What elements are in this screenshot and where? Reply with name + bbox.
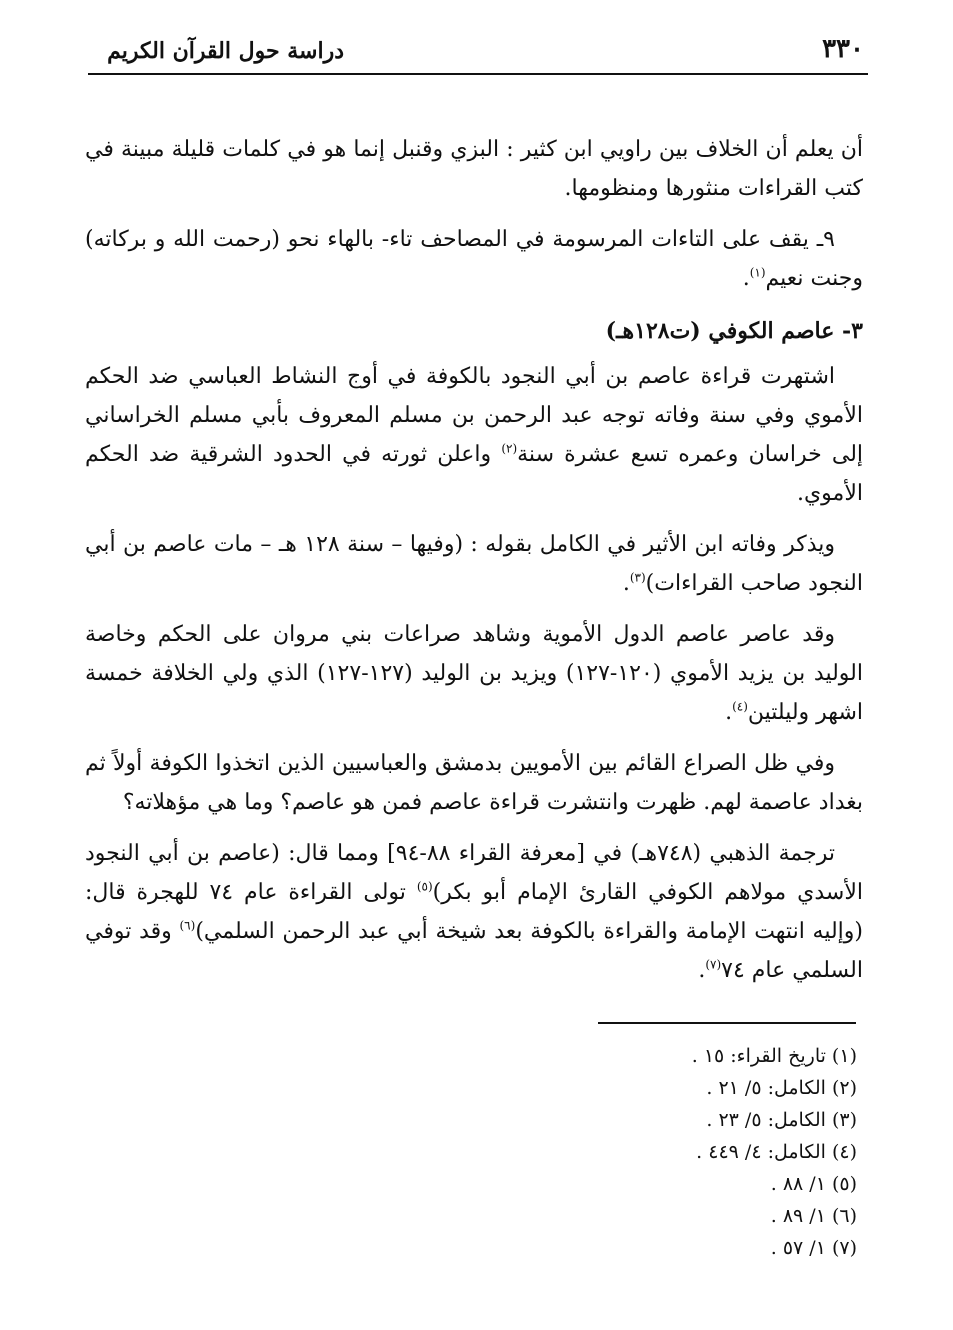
- paragraph-4: [85, 525, 863, 603]
- paragraph-7-part-c: وقد توفي السلمي عام ٧٤: [85, 919, 863, 983]
- page-number: ٣٣٠: [822, 34, 864, 64]
- footnote-3: (٣) الكامل: ٥/ ٢٣ .: [706, 1109, 857, 1131]
- paragraph-3-end: واعلن ثورته في الحدود الشرقية ضد الحكم الأموي.: [85, 442, 863, 506]
- paragraph-7-part-b: تولى القراءة عام ٧٤ للهجرة قال: (وإليه انتهت الإمامة والقراءة بالكوفة بعد شيخة أبي عبد الرحمن السلمي): [85, 880, 863, 944]
- paragraph-7: [85, 834, 863, 990]
- paragraph-2-text: ٩ـ يقف على التاءات المرسومة في المصاحف تاء- بالهاء نحو (رحمت الله و بركاته) وجنت نعيم: [85, 227, 863, 291]
- footnote-2: (٢) الكامل: ٥/ ٢١ .: [706, 1077, 857, 1099]
- footnote-6: (٦) ١/ ٨٩ .: [770, 1205, 857, 1227]
- paragraph-3: [85, 357, 863, 513]
- section-heading: ٣- عاصم الكوفي (ت١٢٨هـ): [605, 318, 863, 344]
- footnote-ref-3: (٣): [629, 570, 646, 585]
- footnote-ref-6: (٦): [179, 918, 196, 933]
- footnote-ref-5: (٥): [416, 879, 433, 894]
- header-rule: [88, 73, 868, 75]
- footnote-ref-2: (٢): [501, 441, 518, 456]
- book-title: دراسة حول القرآن الكريم: [107, 38, 344, 64]
- paragraph-2-end: .: [742, 266, 750, 291]
- footnote-ref-7: (٧): [705, 957, 722, 972]
- running-head: [88, 30, 864, 74]
- footnote-1: (١) تاريخ القراء: ١٥ .: [691, 1045, 857, 1067]
- main-text: [85, 130, 863, 1002]
- paragraph-5-end: .: [725, 700, 733, 725]
- footnote-ref-1: (١): [749, 265, 766, 280]
- paragraph-6: وفي ظل الصراع القائم بين الأمويين بدمشق والعباسيين الذين اتخذوا الكوفة أولاً ثم بغداد عاصمة لهم. ظهرت وانتشرت قراءة عاصم فمن هو عاصم؟ وما هي مؤهلاته؟: [85, 751, 863, 815]
- paragraph-4-text: ويذكر وفاته ابن الأثير في الكامل بقوله : (وفيها – سنة ١٢٨ هـ – مات عاصم بن أبي النجود صاحب القراءات): [85, 532, 863, 596]
- paragraph-2: [85, 220, 863, 298]
- paragraph-1: أن يعلم أن الخلاف بين راويي ابن كثير : البزي وقنبل إنما هو في كلمات قليلة مبينة في كتب القراءات منثورها ومنظومها.: [85, 137, 863, 201]
- footnote-7: (٧) ١/ ٥٧ .: [770, 1237, 857, 1259]
- paragraph-4-end: .: [622, 571, 630, 596]
- footnote-ref-4: (٤): [732, 699, 748, 714]
- paragraph-7-end: .: [698, 958, 706, 983]
- paragraph-5: [85, 615, 863, 732]
- footnotes: [692, 1040, 857, 1264]
- paragraph-3-text: اشتهرت قراءة عاصم بن أبي النجود بالكوفة في أوج النشاط العباسي ضد الحكم الأموي وفي سنة وفاته توجه عبد الرحمن بن مسلم المعروف بأبي مسلم الخراساني إلى خراسان وعمره تسع عشرة سنة: [85, 364, 864, 467]
- footnote-5: (٥) ١/ ٨٨ .: [770, 1173, 857, 1195]
- footnote-4: (٤) الكامل: ٤/ ٤٤٩ .: [696, 1141, 857, 1163]
- paragraph-5-text: وقد عاصر عاصم الدول الأموية وشاهد صراعات بني مروان على الحكم وخاصة الوليد بن يزيد الأموي (١٢٠-١٢٧) ويزيد بن الوليد (١٢٧-١٢٧) الذي ولي الخلافة خمسة اشهر وليلتين: [85, 622, 863, 725]
- footnote-rule: [598, 1022, 856, 1024]
- paragraph-7-part-a: ترجمة الذهبي (٧٤٨هـ) في [معرفة القراء ٨٨-٩٤] ومما قال: (عاصم بن أبي النجود الأسدي مولاهم الكوفي القارئ الإمام أبو بكر): [85, 841, 863, 905]
